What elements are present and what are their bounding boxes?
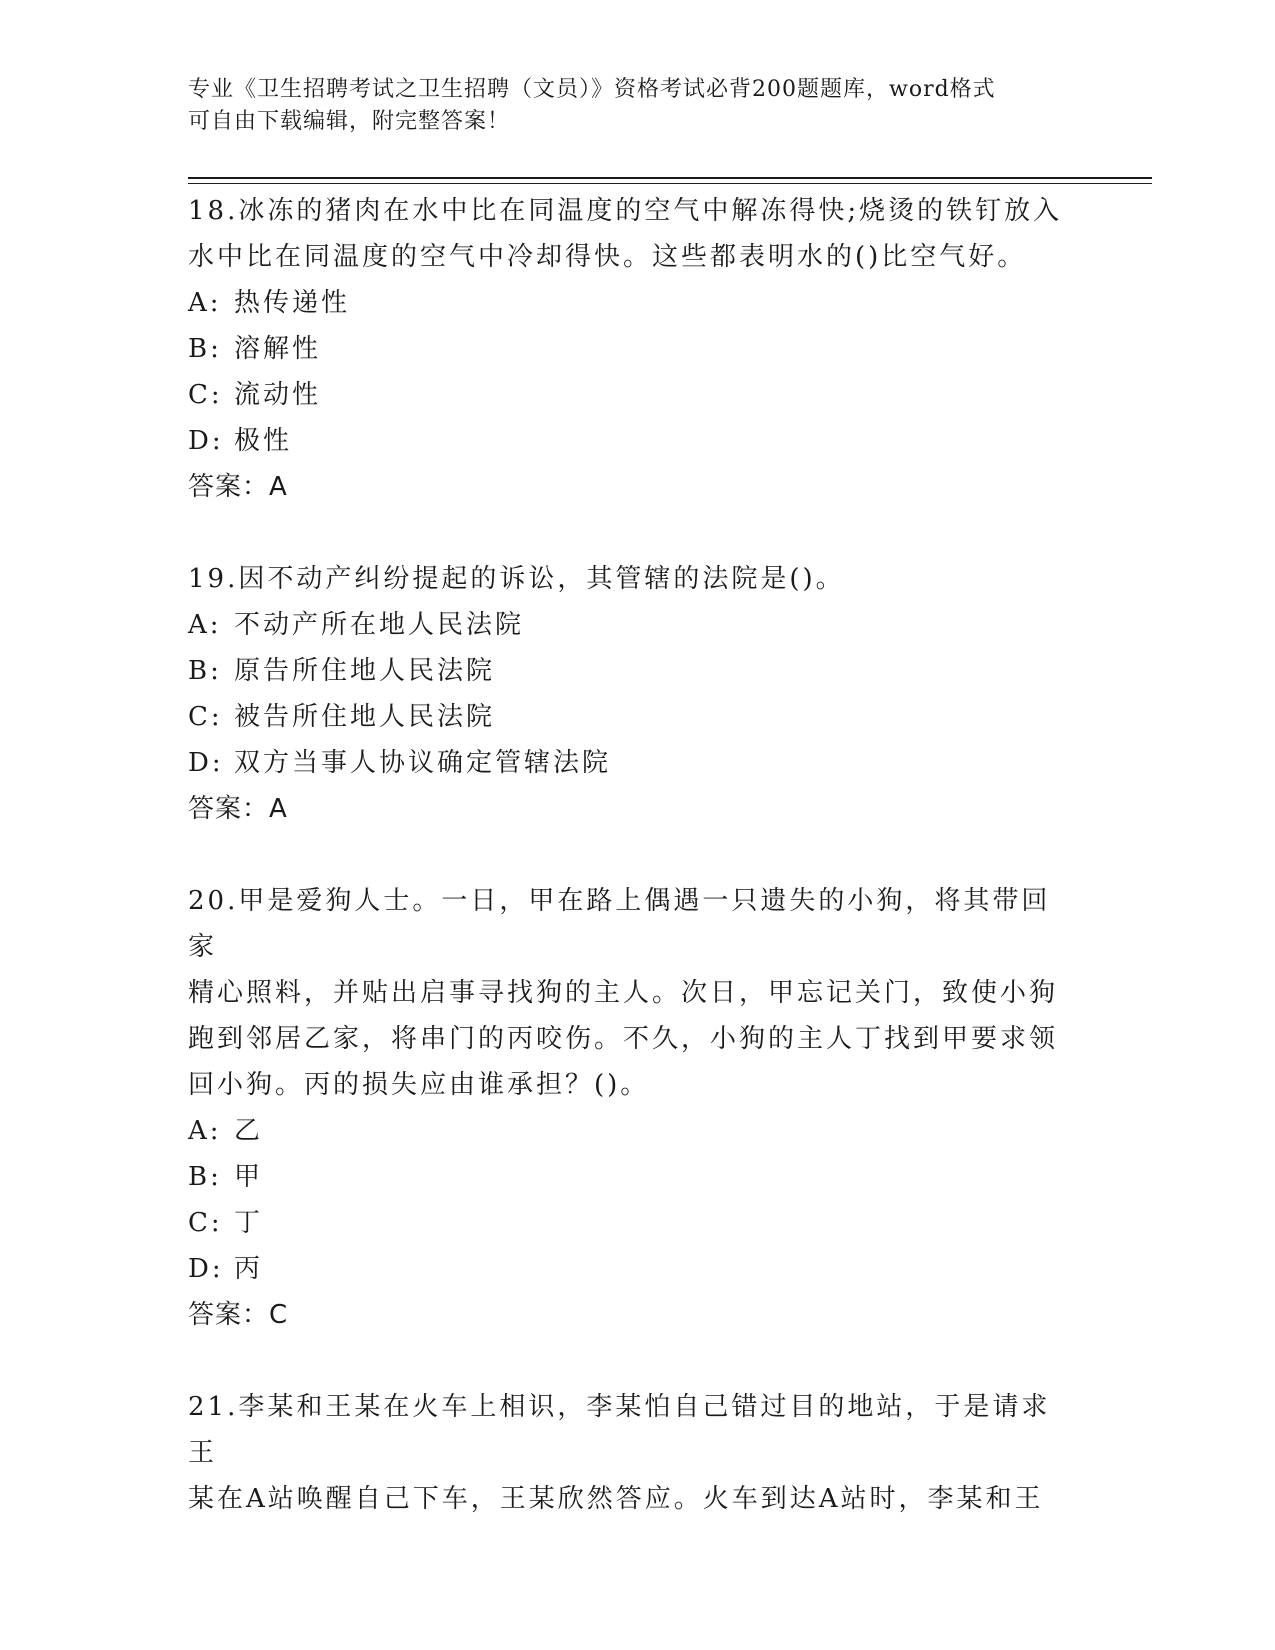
question-spacer bbox=[188, 832, 1068, 878]
option-text: 极性 bbox=[234, 426, 293, 456]
option-key: C: bbox=[188, 702, 223, 732]
option-key: A: bbox=[188, 288, 222, 318]
question-21 bbox=[188, 1384, 1068, 1522]
option-key: D: bbox=[188, 1254, 224, 1284]
option-text: 热传递性 bbox=[234, 288, 351, 318]
option-key: C: bbox=[188, 380, 223, 410]
option-c bbox=[188, 694, 1068, 740]
option-text: 双方当事人协议确定管辖法院 bbox=[234, 748, 612, 778]
question-list bbox=[188, 188, 1068, 1522]
question-spacer bbox=[188, 510, 1068, 556]
option-key: C: bbox=[188, 1208, 223, 1238]
answer-line: 答案：C bbox=[188, 1300, 289, 1330]
option-text: 丁 bbox=[234, 1208, 264, 1238]
option-text: 乙 bbox=[234, 1116, 264, 1146]
question-stem-line: 某在A站唤醒自己下车，王某欣然答应。火车到达A站时，李某和王 bbox=[188, 1484, 1044, 1514]
option-text: 被告所住地人民法院 bbox=[234, 702, 496, 732]
question-stem-line: 18.冰冻的猪肉在水中比在同温度的空气中解冻得快;烧烫的铁钉放入 bbox=[188, 196, 1063, 226]
question-stem-line: 21.李某和王某在火车上相识，李某怕自己错过目的地站，于是请求王 bbox=[188, 1392, 1051, 1468]
option-text: 溶解性 bbox=[234, 334, 322, 364]
option-text: 甲 bbox=[234, 1162, 264, 1192]
answer-line: 答案：A bbox=[188, 472, 288, 502]
question-stem-line: 19.因不动产纠纷提起的诉讼，其管辖的法院是()。 bbox=[188, 564, 845, 594]
question-20 bbox=[188, 878, 1068, 1338]
option-key: A: bbox=[188, 1116, 222, 1146]
option-key: B: bbox=[188, 1162, 222, 1192]
question-18 bbox=[188, 188, 1068, 510]
option-b bbox=[188, 648, 1068, 694]
question-stem-line: 回小狗。丙的损失应由谁承担？()。 bbox=[188, 1070, 650, 1100]
option-b bbox=[188, 1154, 1068, 1200]
option-key: D: bbox=[188, 748, 224, 778]
option-key: B: bbox=[188, 334, 222, 364]
header-title-line2: 可自由下载编辑，附完整答案！ bbox=[188, 109, 511, 134]
question-stem-line: 水中比在同温度的空气中冷却得快。这些都表明水的()比空气好。 bbox=[188, 242, 1027, 272]
question-stem-line: 跑到邻居乙家，将串门的丙咬伤。不久，小狗的主人丁找到甲要求领 bbox=[188, 1024, 1059, 1054]
option-d bbox=[188, 1246, 1068, 1292]
option-text: 流动性 bbox=[234, 380, 322, 410]
option-c bbox=[188, 372, 1068, 418]
question-19 bbox=[188, 556, 1068, 832]
option-d bbox=[188, 418, 1068, 464]
header-divider-thin bbox=[188, 183, 1152, 184]
option-a bbox=[188, 280, 1068, 326]
option-text: 丙 bbox=[234, 1254, 264, 1284]
question-spacer bbox=[188, 1338, 1068, 1384]
question-stem-line: 精心照料，并贴出启事寻找狗的主人。次日，甲忘记关门，致使小狗 bbox=[188, 978, 1059, 1008]
option-text: 不动产所在地人民法院 bbox=[234, 610, 525, 640]
document-header bbox=[188, 74, 1068, 138]
header-title-line1: 专业《卫生招聘考试之卫生招聘（文员）》资格考试必背200题题库，word格式 bbox=[188, 77, 996, 102]
option-text: 原告所住地人民法院 bbox=[234, 656, 496, 686]
header-divider-thick bbox=[188, 177, 1152, 179]
option-a bbox=[188, 1108, 1068, 1154]
option-c bbox=[188, 1200, 1068, 1246]
answer-line: 答案：A bbox=[188, 794, 288, 824]
option-key: A: bbox=[188, 610, 222, 640]
option-b bbox=[188, 326, 1068, 372]
option-d bbox=[188, 740, 1068, 786]
option-key: D: bbox=[188, 426, 224, 456]
option-key: B: bbox=[188, 656, 222, 686]
option-a bbox=[188, 602, 1068, 648]
question-stem-line: 20.甲是爱狗人士。一日，甲在路上偶遇一只遗失的小狗，将其带回家 bbox=[188, 886, 1051, 962]
